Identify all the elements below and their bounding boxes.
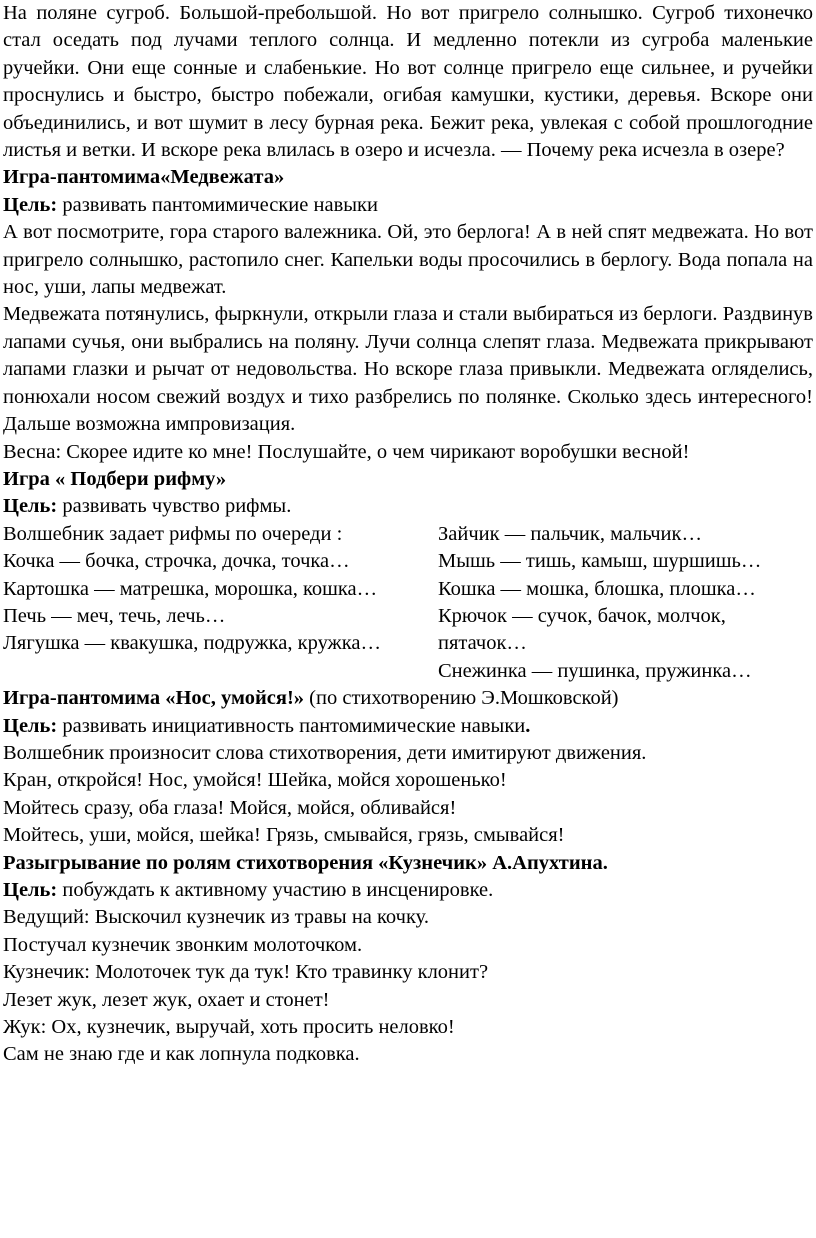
goal-label: Цель: — [3, 495, 58, 518]
goal-label: Цель: — [3, 714, 58, 737]
rhyme-column-right — [438, 521, 813, 685]
rhyme-line: Лягушка — квакушка, подружка, кружка… — [3, 632, 381, 655]
game1-paragraph-1: А вот посмотрите, гора старого валежника. Ой, это берлога! А в ней спят медвежата. Но вот пригрело солнышко, растопило снег. Капельки воды просочились в берлогу. Вода попала на нос, уши, лапы медвежат. — [3, 221, 813, 299]
rhyme-line: Мышь — тишь, камыш, шуршишь… — [438, 550, 762, 573]
game4-line: Постучал кузнечик звонким молоточком. — [3, 933, 363, 956]
document-page — [3, 0, 813, 1069]
rhyme-line: Кошка — мошка, блошка, плошка… — [438, 577, 756, 600]
game3-title — [3, 685, 813, 712]
game4-goal — [3, 877, 813, 904]
goal-text: развивать чувство рифмы. — [57, 495, 292, 518]
game4-title: Разыгрывание по ролям стихотворения «Кузнечик» А.Апухтина. — [3, 851, 608, 874]
rhyme-columns — [3, 521, 813, 685]
game3-title-note: (по стихотворению Э.Мошковской) — [304, 687, 619, 710]
rhyme-column-left — [3, 521, 403, 685]
rhyme-line: Кочка — бочка, строчка, дочка, точка… — [3, 550, 350, 573]
game4-line: Кузнечик: Молоточек тук да тук! Кто травинку клонит? — [3, 961, 489, 984]
game4-line: Ведущий: Выскочил кузнечик из травы на кочку. — [3, 906, 429, 929]
game4-line: Жук: Ох, кузнечик, выручай, хоть просить неловко! — [3, 1016, 455, 1039]
game3-line: Кран, откройся! Нос, умойся! Шейка, мойся хорошенько! — [3, 769, 507, 792]
goal-text: побуждать к активному участию в инсценировке. — [57, 879, 494, 901]
game4-line: Лезет жук, лезет жук, охает и стонет! — [3, 988, 330, 1011]
rhyme-line: Печь — меч, течь, лечь… — [3, 604, 226, 627]
game1-paragraph-3: Весна: Скорее идите ко мне! Послушайте, о чем чирикают воробушки весной! — [3, 440, 690, 463]
game3-line: Мойтесь, уши, мойся, шейка! Грязь, смывайся, грязь, смывайся! — [3, 824, 565, 847]
intro-paragraph: На поляне сугроб. Большой-пребольшой. Но вот пригрело солнышко. Сугроб тихонечко стал оседать под лучами теплого солнца. И медленно потекли из сугроба маленькие ручейки. Они еще сонные и слабенькие. Но вот солнце пригрело еще сильнее, и ручейки проснулись и быстро, быстро побежали, огибая камушки, кустики, деревья. Вскоре они объединились, и вот шумит в лесу бурная река. Бежит река, увлекая с собой прошлогодние листья и ветки. И вскоре река влилась в озеро и исчезла. — Почему река исчезла в озере? — [3, 2, 813, 162]
rhyme-line: Снежинка — пушинка, пружинка… — [438, 659, 752, 682]
rhyme-line: Волшебник задает рифмы по очереди : — [3, 522, 343, 545]
game3-goal — [3, 713, 813, 740]
goal-label: Цель: — [3, 193, 58, 216]
game1-title: Игра-пантомима«Медвежата» — [3, 166, 285, 189]
game2-title: Игра « Подбери рифму» — [3, 467, 227, 490]
rhyme-line: Зайчик — пальчик, мальчик… — [438, 522, 702, 545]
game1-paragraph-2: Медвежата потянулись, фыркнули, открыли глаза и стали выбираться из берлоги. Раздвинув лапами сучья, они выбрались на поляну. Лучи солнца слепят глаза. Медвежата прикрывают лапами глазки и рычат от недовольства. Но вскоре глаза привыкли. Медвежата огляделись, понюхали носом свежий воздух и тихо разбрелись по полянке. Сколько здесь интересного! Дальше возможна импровизация. — [3, 303, 813, 436]
rhyme-line: Крючок — сучок, бачок, молчок, пятачок… — [438, 604, 726, 655]
game2-goal — [3, 493, 813, 520]
game1-goal — [3, 192, 813, 219]
rhyme-line: Картошка — матрешка, морошка, кошка… — [3, 577, 378, 600]
goal-text: развивать инициативность пантомимические навыки — [57, 714, 526, 737]
goal-text: развивать пантомимические навыки — [57, 193, 378, 216]
game3-line: Волшебник произносит слова стихотворения, дети имитируют движения. — [3, 741, 647, 764]
game3-line: Мойтесь сразу, оба глаза! Мойся, мойся, обливайся! — [3, 796, 457, 819]
game4-line: Сам не знаю где и как лопнула подковка. — [3, 1043, 360, 1066]
goal-label: Цель: — [3, 879, 58, 901]
game3-title-text: Игра-пантомима «Нос, умойся!» — [3, 687, 305, 710]
goal-end: . — [525, 714, 531, 737]
